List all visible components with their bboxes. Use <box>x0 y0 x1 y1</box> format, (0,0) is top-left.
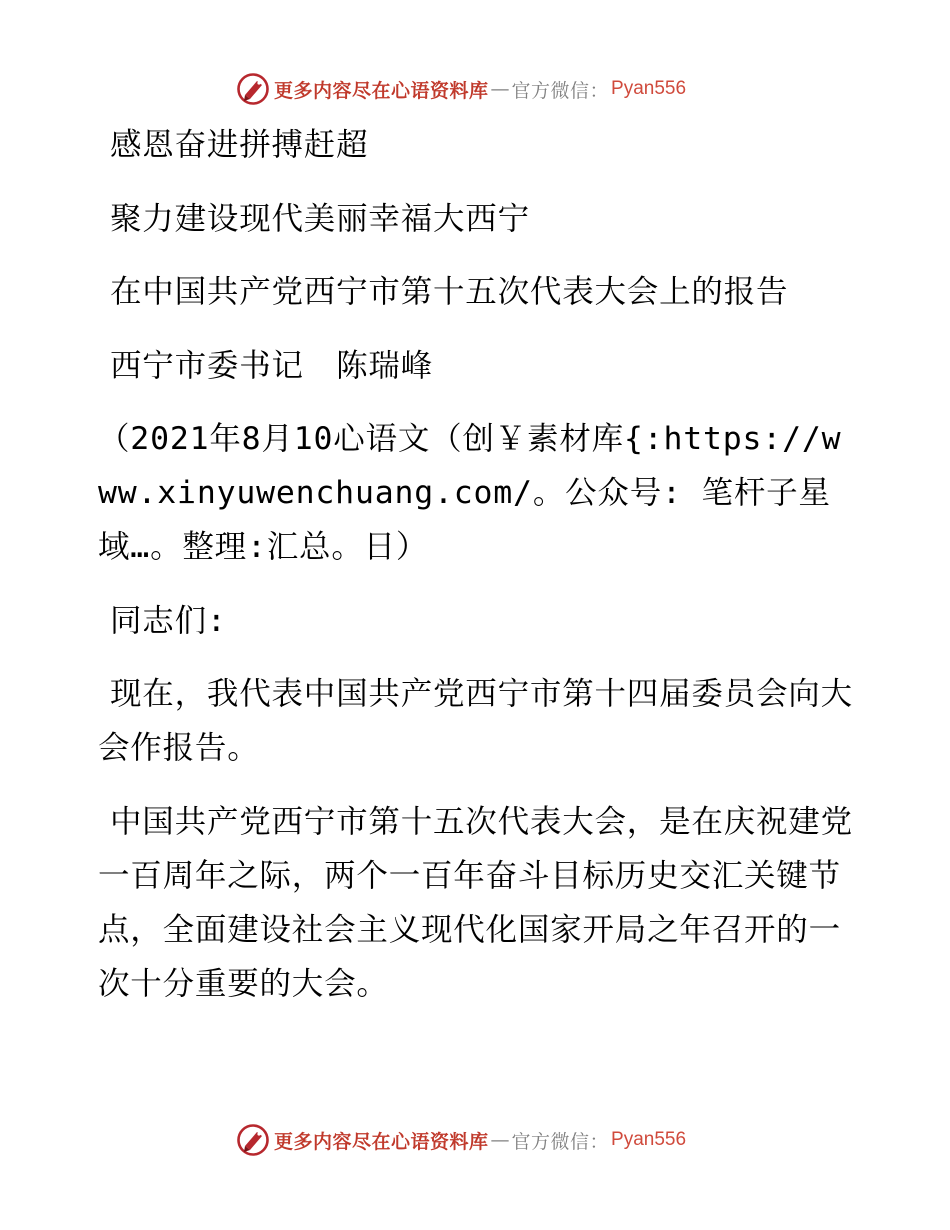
document-paragraph: 中国共产党西宁市第十五次代表大会，是在庆祝建党一百周年之际，两个一百年奋斗目标历史交汇关键节点，全面建设社会主义现代化国家开局之年召开的一次十分重要的大会。 <box>98 803 853 1002</box>
document-title-line1: 感恩奋进拼搏赶超 <box>110 127 369 163</box>
banner-main-text: 更多内容尽在心语资料库 <box>274 1130 489 1153</box>
banner-separator: — <box>490 78 510 100</box>
banner-separator: — <box>490 1129 510 1151</box>
banner-wechat-label: 官方微信： <box>511 79 610 102</box>
document-paragraph: 现在，我代表中国共产党西宁市第十四届委员会向大会作报告。 <box>98 676 853 766</box>
document-subtitle: 在中国共产党西宁市第十五次代表大会上的报告 <box>110 274 789 310</box>
brand-logo-icon <box>236 1123 270 1157</box>
brand-logo-icon <box>236 72 270 106</box>
banner-wechat-id: Pyan556 <box>611 78 687 99</box>
banner-wechat-id: Pyan556 <box>611 1129 687 1150</box>
document-salutation: 同志们: <box>110 602 227 639</box>
document-date-note: （2021年8月10心语文（创￥素材库{:https://www.xinyuwenchuang.com/。公众号: 笔杆子星域…。整理:汇总。日） <box>98 421 842 565</box>
header-watermark-banner <box>236 72 686 106</box>
document-author: 西宁市委书记 陈瑞峰 <box>110 347 434 384</box>
document-body <box>98 118 858 1030</box>
footer-watermark-banner <box>236 1123 686 1157</box>
banner-wechat-label: 官方微信： <box>511 1130 610 1153</box>
document-title-line2: 聚力建设现代美丽幸福大西宁 <box>110 200 530 237</box>
banner-main-text: 更多内容尽在心语资料库 <box>274 79 489 102</box>
